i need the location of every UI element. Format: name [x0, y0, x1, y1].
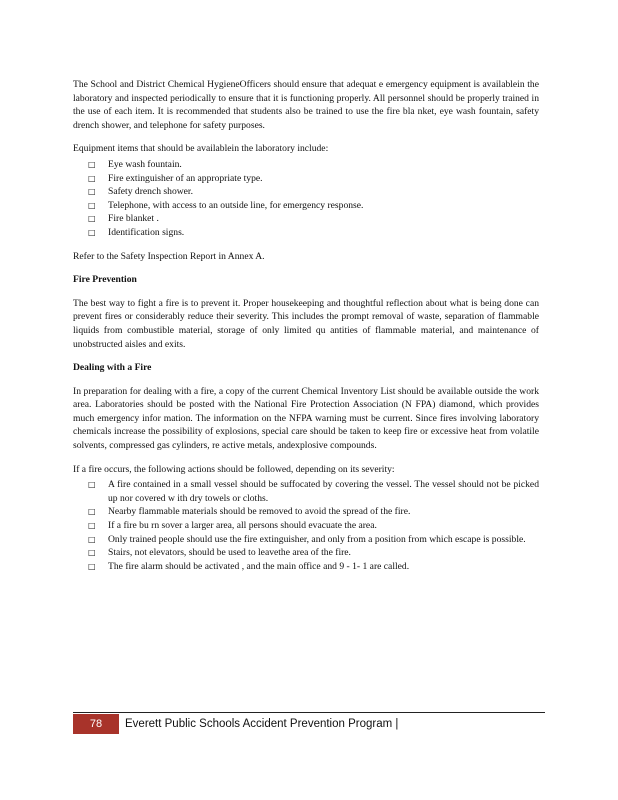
dealing-with-fire-heading: Dealing with a Fire	[73, 362, 152, 374]
fire-actions-list	[73, 478, 539, 573]
footer-divider	[73, 712, 545, 713]
intro-paragraph: The School and District Chemical HygieneOfficers should ensure that adequat e emergency equipment is availablein the laboratory and inspected periodically to ensure that it is functioning properly. All personnel should be properly trained in the use of each item. It is recommended that students also be trained to use the fire bla nket, eye wash fountain, safety drench shower, and telephone for safety purposes.	[73, 79, 539, 131]
page-content	[73, 78, 539, 583]
equipment-intro: Equipment items that should be availablein the laboratory include:	[73, 143, 329, 155]
fire-prevention-paragraph: The best way to fight a fire is to prevent it. Proper housekeeping and thoughtful reflection about what is being done can prevent fires or considerably reduce their severity. This includes the prompt removal of waste, separation of flammable liquids from combustible material, storage of only limited qu antities of flammable material, and maintenance of unobstructed aisles and exits.	[73, 297, 539, 350]
footer-title: Everett Public Schools Accident Prevention Program |	[125, 718, 399, 730]
actions-intro: If a fire occurs, the following actions should be followed, depending on its severity:	[73, 463, 395, 475]
bullet-icon: □	[88, 214, 96, 224]
bullet-icon: □	[88, 521, 96, 531]
page-number: 78	[73, 714, 119, 734]
bullet-icon: □	[88, 548, 96, 558]
equipment-item: □ Safety drench shower.	[88, 186, 193, 198]
fire-action-item: □ Nearby flammable materials should be removed to avoid the spread of the fire.	[88, 506, 411, 518]
fire-prevention-heading: Fire Prevention	[73, 274, 137, 286]
bullet-icon: □	[88, 507, 96, 517]
fire-action-item: □ Only trained people should use the fire extinguisher, and only from a position from which escape is possible.	[88, 533, 526, 545]
bullet-icon: □	[88, 227, 96, 237]
dealing-with-fire-paragraph: In preparation for dealing with a fire, a copy of the current Chemical Inventory List should be available outside the work area. Laboratories should be posted with the National Fire Protection Association (N FPA) diamond, which provides much emergency infor mation. The information on the NFPA warning must be current. Since fires involving laboratory chemicals increase the possibility of explosions, special care should be taken to keep fire or excessive heat from volatile solvents, compressed gas cylinders, re active metals, andexplosive compounds.	[73, 385, 539, 452]
bullet-icon: □	[88, 561, 96, 571]
page-footer	[73, 712, 545, 734]
bullet-icon: □	[88, 173, 96, 183]
fire-action-item: □ A fire contained in a small vessel should be suffocated by covering the vessel. The vessel should not be picked up nor covered w ith dry towels or cloths.	[88, 479, 539, 504]
bullet-icon: □	[88, 534, 96, 544]
fire-action-item: □ Stairs, not elevators, should be used to leavethe area of the fire.	[88, 547, 351, 559]
fire-action-item: □ If a fire bu rn sover a larger area, all persons should evacuate the area.	[88, 520, 377, 532]
fire-action-item: □ The fire alarm should be activated , and the main office and 9 - 1- 1 are called.	[88, 560, 410, 572]
bullet-icon: □	[88, 200, 96, 210]
equipment-item: □ Eye wash fountain.	[88, 158, 182, 170]
equipment-item: □ Fire extinguisher of an appropriate type.	[88, 172, 263, 184]
refer-text: Refer to the Safety Inspection Report in Annex A.	[73, 250, 265, 262]
equipment-item: □ Telephone, with access to an outside line, for emergency response.	[88, 199, 364, 211]
equipment-item: □ Fire blanket .	[88, 213, 159, 225]
equipment-item: □ Identification signs.	[88, 226, 185, 238]
bullet-icon: □	[88, 159, 96, 169]
equipment-list	[73, 158, 539, 240]
bullet-icon: □	[88, 480, 96, 490]
bullet-icon: □	[88, 187, 96, 197]
